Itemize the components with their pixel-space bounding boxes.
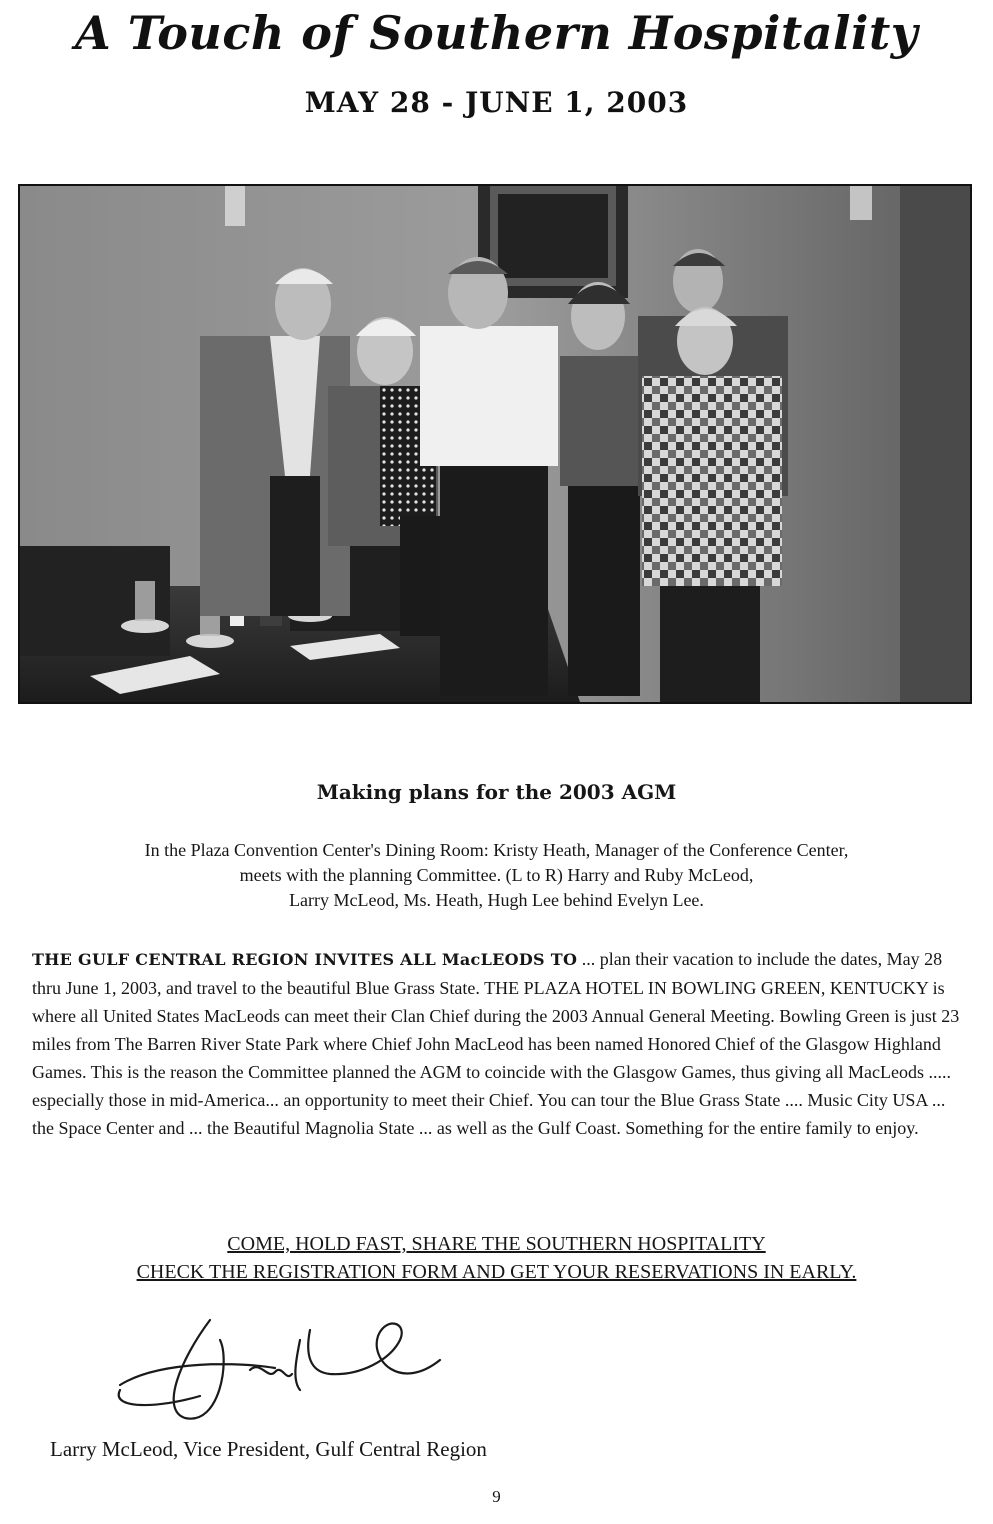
callout <box>0 1230 993 1286</box>
page-number: 9 <box>492 1487 501 1506</box>
caption-heading: Making plans for the 2003 AGM <box>316 780 677 804</box>
callout-line-1: COME, HOLD FAST, SHARE THE SOUTHERN HOSPITALITY <box>227 1233 766 1255</box>
caption-line: meets with the planning Committee. (L to R) Harry and Ruby McLeod, <box>239 865 754 885</box>
signature <box>100 1300 450 1430</box>
signer-line: Larry McLeod, Vice President, Gulf Central Region <box>50 1437 487 1461</box>
photo-caption <box>20 838 973 913</box>
group-photo-illustration <box>20 186 970 702</box>
body-paragraph <box>32 945 967 1142</box>
caption-line: In the Plaza Convention Center's Dining Room: Kristy Heath, Manager of the Conference Center, <box>144 840 849 860</box>
page-title: A Touch of Southern Hospitality <box>75 6 918 60</box>
body-lead: THE GULF CENTRAL REGION INVITES ALL MacLEODS TO <box>32 950 578 969</box>
event-dates: MAY 28 - JUNE 1, 2003 <box>304 86 689 119</box>
caption-line: Larry McLeod, Ms. Heath, Hugh Lee behind Evelyn Lee. <box>289 890 704 910</box>
callout-line-2: CHECK THE REGISTRATION FORM AND GET YOUR RESERVATIONS IN EARLY. <box>136 1261 857 1283</box>
group-photo <box>18 184 972 704</box>
body-text: ... plan their vacation to include the dates, May 28 thru June 1, 2003, and travel to the beautiful Blue Grass State. THE PLAZA HOTEL IN BOWLING GREEN, KENTUCKY is where all United States MacLeods can meet their Clan Chief during the 2003 Annual General Meeting. Bowling Green is just 23 miles from The Barren River State Park where Chief John MacLeod has been named Honored Chief of the Glasgow Highland Games. This is the reason the Committee planned the AGM to coincide with the Glasgow Games, thus giving all MacLeods ..... especially those in mid-America... an opportunity to meet their Chief. You can tour the Blue Grass State .... Music City USA ... the Space Center and ... the Beautiful Magnolia State ... as well as the Gulf Coast. Something for the entire family to enjoy. <box>32 949 960 1138</box>
